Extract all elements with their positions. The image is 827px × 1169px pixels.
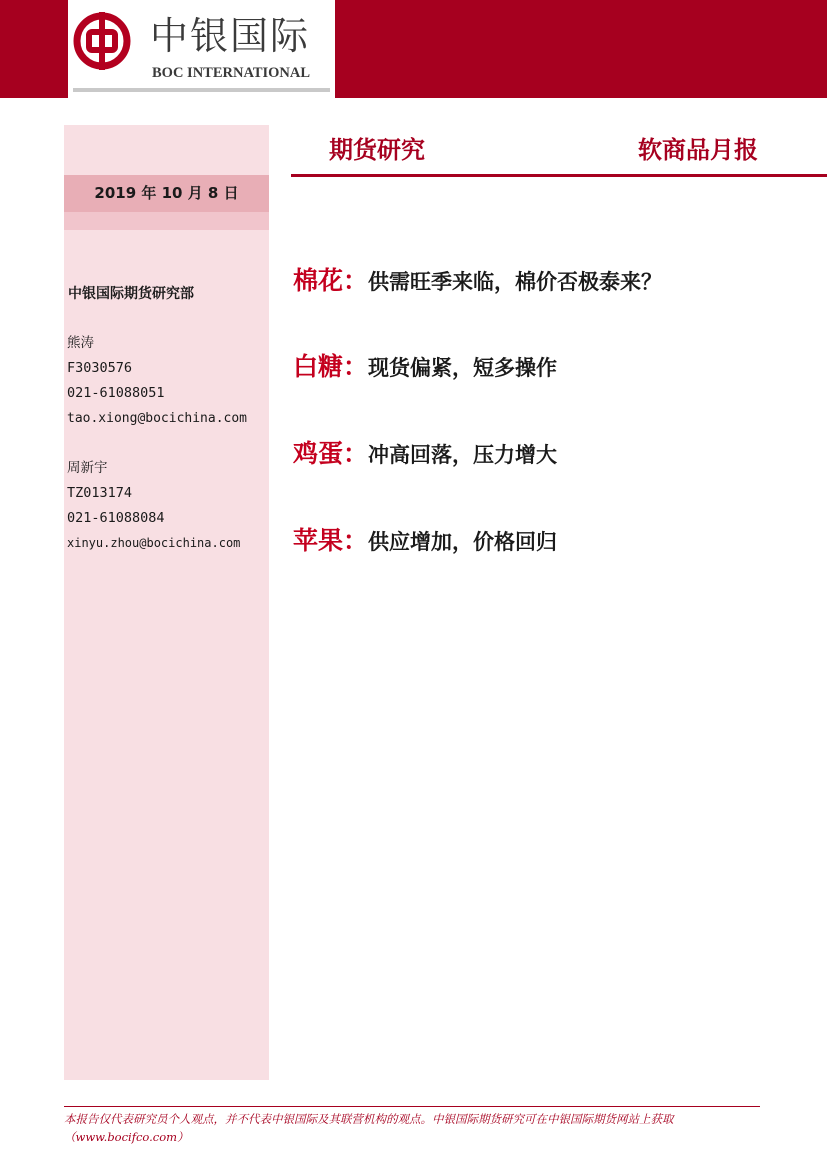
- topic-headline: 供应增加，价格回归: [368, 529, 558, 554]
- date-band-stripe: [64, 212, 269, 230]
- report-date: 2019 年 10 月 8 日: [94, 184, 239, 202]
- topic-separator: ：: [343, 266, 369, 295]
- topic-commodity: 鸡蛋: [293, 439, 344, 468]
- disclaimer-line: 本报告仅代表研究员个人观点，并不代表中银国际及其联营机构的观点。中银国际期货研究可在中银国际期货网站上获取: [64, 1112, 674, 1126]
- disclaimer-website[interactable]: （www.bocifco.com）: [64, 1130, 189, 1144]
- footer-disclaimer: [64, 1110, 764, 1146]
- boc-logo-icon: [73, 12, 131, 70]
- topic-separator: ：: [343, 526, 369, 555]
- logo-chinese-name: 中银国际: [150, 14, 311, 58]
- logo-underline: [73, 88, 330, 92]
- analyst-email[interactable]: xinyu.zhou@bocichina.com: [67, 536, 241, 550]
- footer-divider: [64, 1106, 760, 1107]
- department-name: 中银国际期货研究部: [68, 286, 194, 302]
- analyst-phone: 021-61088084: [67, 510, 165, 526]
- analyst-license: F3030576: [67, 360, 133, 376]
- topic-item: [293, 347, 557, 383]
- topic-commodity: 苹果: [293, 526, 344, 555]
- analyst-card: [67, 331, 247, 431]
- analyst-card: [67, 456, 240, 556]
- topic-separator: ：: [343, 439, 369, 468]
- topic-headline: 供需旺季来临，棉价否极泰来？: [368, 269, 663, 294]
- topic-headline: 冲高回落，压力增大: [368, 442, 558, 467]
- topic-item: [293, 521, 557, 557]
- header-divider: [291, 174, 827, 177]
- logo-english-name: BOC INTERNATIONAL: [152, 65, 311, 81]
- topic-item: [293, 434, 557, 470]
- topic-item: [293, 261, 662, 297]
- analyst-phone: 021-61088051: [67, 385, 165, 401]
- section-title: 期货研究: [329, 135, 425, 164]
- topic-commodity: 棉花: [293, 266, 344, 295]
- analyst-name: 熊涛: [67, 335, 94, 351]
- analyst-email[interactable]: tao.xiong@bocichina.com: [67, 411, 248, 426]
- report-type-title: 软商品月报: [638, 135, 758, 164]
- topic-headline: 现货偏紧，短多操作: [368, 355, 558, 380]
- analyst-name: 周新宇: [67, 460, 108, 476]
- analyst-license: TZ013174: [67, 485, 133, 501]
- sidebar-panel: [64, 125, 269, 1080]
- topic-commodity: 白糖: [293, 352, 344, 381]
- topic-separator: ：: [343, 352, 369, 381]
